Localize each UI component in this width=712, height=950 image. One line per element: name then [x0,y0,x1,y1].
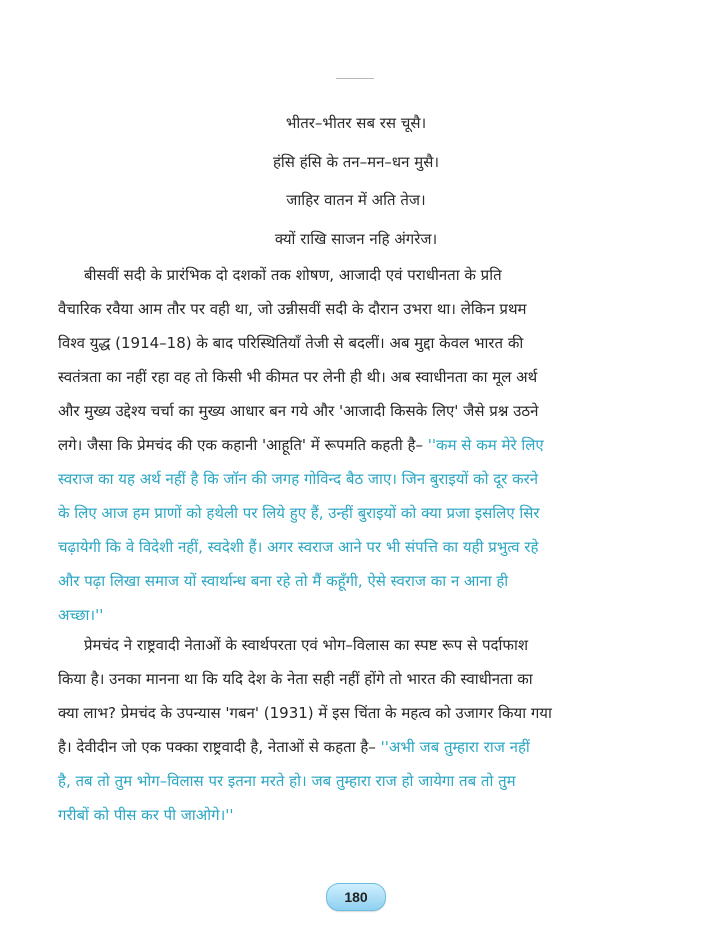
quote-text: चढ़ायेगी कि वे विदेशी नहीं, स्वदेशी हैं। अगर स्वराज आने पर भी संपत्ति का यही प्रभुत्व रहे [58,538,539,556]
quote-text: ''अभी जब तुम्हारा राज नहीं [380,738,530,756]
line-text: क्या लाभ? प्रेमचंद के उपन्यास 'गबन' (1931) में इस चिंता के महत्व को उजागर किया गया [58,704,552,722]
poem-block [0,104,712,258]
line-text: विश्व युद्ध (1914–18) के बाद परिस्थितियाँ तेजी से बदलीं। अब मुद्दा केवल भारत की [58,334,524,352]
paragraph-line [58,662,662,696]
paragraph-line [58,428,662,462]
line-text: किया है। उनका मानना था कि यदि देश के नेता सही नहीं होंगे तो भारत की स्वाधीनता का [58,670,533,688]
paragraph-2 [58,628,662,832]
paragraph-line [58,326,662,360]
line-text: है। देवीदीन जो एक पक्का राष्ट्रवादी है, नेताओं से कहता है– [58,738,381,756]
paragraph-line [58,292,662,326]
page-number-badge: 180 [326,883,386,911]
paragraph-line [58,798,662,832]
paragraph-1 [58,258,662,632]
line-text: और मुख्य उद्देश्य चर्चा का मुख्य आधार बन गये और 'आजादी किसके लिए' जैसे प्रश्न उठने [58,402,539,420]
paragraph-line [58,730,662,764]
paragraph-line [58,764,662,798]
top-divider [336,78,374,79]
quote-text: स्वराज का यह अर्थ नहीं है कि जॉन की जगह गोविन्द बैठ जाए। जिन बुराइयों को दूर करने [58,470,539,488]
paragraph-line [58,598,662,632]
paragraph-line [58,360,662,394]
paragraph-line [58,258,662,292]
paragraph-line [58,530,662,564]
poem-line: हंसि हंसि के तन–मन–धन मुसै। [272,152,440,171]
line-text: प्रेमचंद ने राष्ट्रवादी नेताओं के स्वार्थपरता एवं भोग–विलास का स्पष्ट रूप से पर्दाफाश [84,636,529,654]
paragraph-line [58,696,662,730]
quote-text: अच्छा।'' [58,606,104,624]
poem-line: क्यों राखि साजन नहि अंगरेज। [274,229,438,248]
line-text: वैचारिक रवैया आम तौर पर वही था, जो उन्नीसवीं सदी के दौरान उभरा था। लेकिन प्रथम [58,300,527,318]
quote-text: और पढ़ा लिखा समाज यों स्वार्थान्ध बना रहे तो मैं कहूँगी, ऐसे स्वराज का न आना ही [58,572,509,590]
paragraph-line [58,496,662,530]
line-text: बीसवीं सदी के प्रारंभिक दो दशकों तक शोषण, आजादी एवं पराधीनता के प्रति [84,266,502,284]
poem-line: भीतर–भीतर सब रस चूसै। [285,114,427,132]
poem-line: जाहिर वातन में अति तेज। [286,191,426,209]
line-text: लगे। जैसा कि प्रेमचंद की एक कहानी 'आहूति' में रूपमति कहती है– [58,436,428,454]
line-text: स्वतंत्रता का नहीं रहा वह तो किसी भी कीमत पर लेनी ही थी। अब स्वाधीनता का मूल अर्थ [58,368,538,386]
quote-text: के लिए आज हम प्राणों को हथेली पर लिये हुए हैं, उन्हीं बुराइयों को क्या प्रजा इसलिए सिर [58,504,540,522]
paragraph-line [58,394,662,428]
paragraph-line [58,462,662,496]
paragraph-line [58,628,662,662]
quote-text: गरीबों को पीस कर पी जाओगे।'' [58,806,234,824]
quote-text: ''कम से कम मेरे लिए [427,436,544,454]
paragraph-line [58,564,662,598]
quote-text: है, तब तो तुम भोग–विलास पर इतना मरते हो। जब तुम्हारा राज हो जायेगा तब तो तुम [58,772,516,790]
